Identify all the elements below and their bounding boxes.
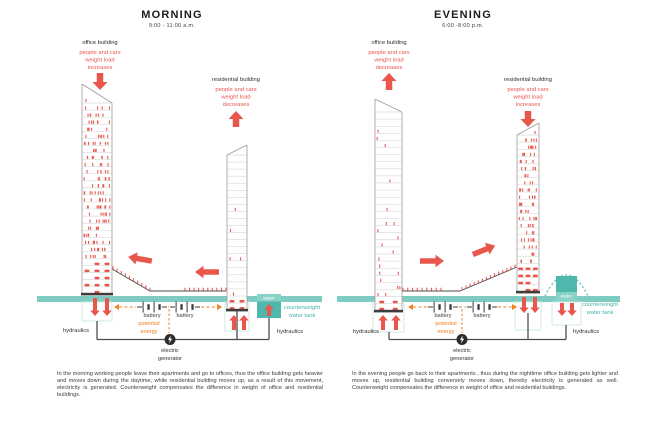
residential-load-note-line: people and cars bbox=[215, 87, 257, 93]
residential-load-note-line: weight load bbox=[513, 94, 543, 101]
electric-generator-label: generator bbox=[158, 356, 182, 362]
residential-load-arrow-icon bbox=[521, 111, 536, 127]
counterweight-caption: water tank bbox=[288, 313, 316, 319]
hydraulics-label: hydraulics bbox=[62, 328, 90, 334]
office-building-label: office building bbox=[371, 40, 407, 46]
office-motion-arrow-icon bbox=[378, 315, 388, 330]
counterweight-water-tank bbox=[257, 294, 281, 318]
potential-energy-flow-arrow bbox=[114, 304, 222, 333]
water-flow-arrow-icon bbox=[567, 303, 577, 316]
residential-building-label: residential building bbox=[211, 77, 261, 83]
electric-generator-label: generator bbox=[450, 356, 474, 362]
battery-icon bbox=[170, 302, 200, 313]
office-load-arrow-icon bbox=[93, 73, 108, 90]
battery-label: battery bbox=[143, 313, 161, 319]
morning-time: 9:00 - 11:00 a.m. bbox=[148, 23, 196, 29]
morning-description: In the morning working people leave their apartments and go to offices, thus the office building gets heavier and moves down during the daytime, while residential building moves up, as a result of this movement, electricity is generated. Counterweight compensates the difference in weight of office and residential buildings. bbox=[57, 371, 323, 398]
panel-morning bbox=[37, 40, 322, 362]
counterweight-caption: water tank bbox=[586, 310, 614, 316]
battery-icon bbox=[428, 302, 458, 313]
residential-building bbox=[516, 123, 540, 293]
potential-energy-label: energy bbox=[140, 329, 158, 335]
counterweight-caption: counterweight bbox=[283, 305, 321, 311]
battery-icon bbox=[137, 302, 167, 313]
water-flow-arrow-icon bbox=[557, 303, 567, 316]
residential-building-label: residential building bbox=[503, 77, 553, 83]
potential-energy-flow-arrow bbox=[408, 304, 517, 333]
office-building bbox=[81, 84, 113, 295]
evening-title: EVENING bbox=[434, 9, 492, 21]
electric-generator-icon bbox=[165, 334, 176, 345]
people-flow-arrow-icon bbox=[127, 251, 153, 267]
people-flow-arrow-icon bbox=[420, 255, 444, 268]
residential-motion-arrow-icon bbox=[239, 315, 249, 330]
evening-description: In the evening people go back to their apartments , thus during the nighttime office building gets lighter and moves up, residential building conversely moves down, thereby electricity is generated as well. Counterweight compensates the difference in weight of office and residential buildings. bbox=[352, 371, 618, 391]
electric-generator-label: electric bbox=[161, 348, 179, 354]
office-building bbox=[374, 99, 403, 312]
battery-icon bbox=[467, 302, 497, 313]
office-load-note-line: people and cars bbox=[368, 50, 410, 56]
battery-label: battery bbox=[473, 313, 491, 319]
office-load-note-line: weight load bbox=[374, 57, 404, 64]
morning-title: MORNING bbox=[141, 9, 203, 21]
office-load-note-line: weight load bbox=[85, 57, 115, 64]
office-load-arrow-icon bbox=[382, 73, 397, 90]
residential-building bbox=[226, 145, 248, 311]
counterweight-caption: counterweight bbox=[581, 302, 619, 308]
residential-load-note-line: decreases bbox=[222, 102, 250, 108]
hydraulics-label: hydraulics bbox=[276, 329, 304, 335]
residential-load-note-line: people and cars bbox=[507, 87, 549, 93]
potential-energy-label: energy bbox=[437, 329, 455, 335]
battery-label: battery bbox=[434, 313, 452, 319]
water-label: water bbox=[263, 296, 275, 302]
hydraulics-label: hydraulics bbox=[572, 329, 600, 335]
electric-generator-label: electric bbox=[453, 348, 471, 354]
evening-time: 6:00 -8:00 p.m. bbox=[442, 23, 484, 29]
panel-evening bbox=[337, 40, 620, 362]
counterweight-water-tank bbox=[543, 275, 590, 316]
office-load-note-line: decreases bbox=[375, 65, 403, 71]
hydraulics-label: hydraulics bbox=[352, 329, 380, 335]
people-flow-arrow-icon bbox=[195, 266, 219, 279]
battery-label: battery bbox=[176, 313, 194, 319]
potential-energy-label: potential bbox=[435, 321, 457, 327]
office-building-label: office building bbox=[82, 40, 118, 46]
residential-load-note-line: weight load bbox=[221, 94, 251, 101]
water-label: water bbox=[560, 294, 573, 300]
office-load-note-line: people and cars bbox=[79, 50, 121, 56]
residential-load-note-line: increases bbox=[515, 102, 541, 108]
office-motion-arrow-icon bbox=[391, 315, 401, 330]
potential-energy-label: potential bbox=[138, 321, 160, 327]
walking-people bbox=[402, 265, 515, 291]
residential-load-arrow-icon bbox=[229, 111, 244, 127]
people-flow-arrow-icon bbox=[471, 240, 498, 261]
electric-generator-icon bbox=[457, 334, 468, 345]
walkway-ramp bbox=[402, 267, 517, 291]
tank-shaft bbox=[552, 302, 581, 325]
office-load-note-line: increases bbox=[87, 65, 113, 71]
